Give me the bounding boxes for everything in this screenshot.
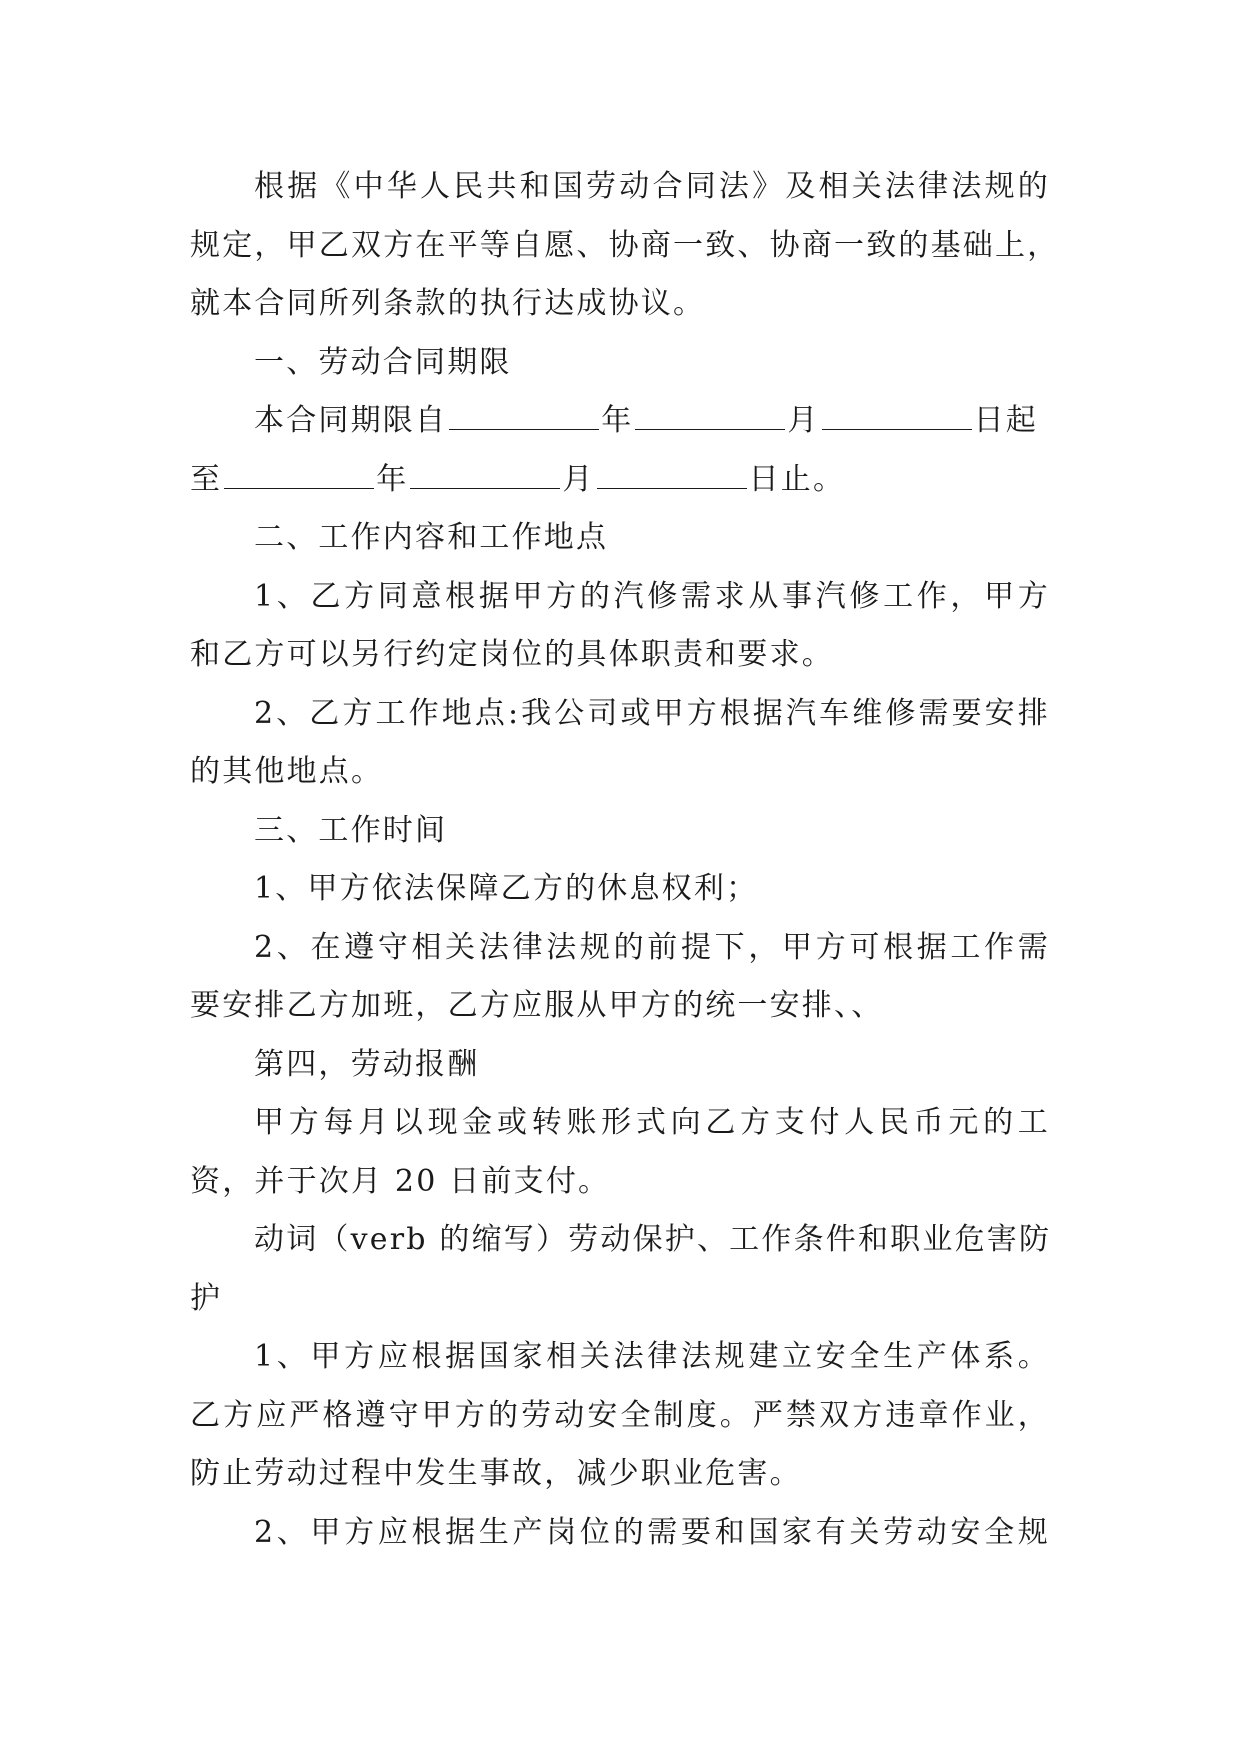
paragraph-intro-line-1: 根据《中华人民共和国劳动合同法》及相关法律法规的 (254, 169, 1050, 204)
end-month-unit: 月 (562, 461, 595, 497)
end-day-unit: 日止。 (748, 461, 846, 497)
contract-term-end-label: 至 (190, 461, 223, 497)
end-month-blank (410, 458, 560, 489)
work-content-item-2-line-2: 的其他地点。 (190, 754, 384, 789)
working-hours-item-1: 1、甲方依法保障乙方的休息权利； (254, 871, 759, 906)
work-content-item-1-line-2: 和乙方可以另行约定岗位的具体职责和要求。 (190, 637, 834, 672)
start-month-unit: 月 (787, 403, 820, 438)
section-heading-labor-protection-line-2: 护 (190, 1280, 223, 1316)
remuneration-line-2: 资，并于次月 20 日前支付。 (190, 1163, 611, 1199)
start-day-blank (822, 399, 972, 430)
paragraph-intro-line-2: 规定，甲乙双方在平等自愿、协商一致、协商一致的基础上， (190, 227, 1060, 263)
labor-protection-item-1-line-2: 乙方应严格遵守甲方的劳动安全制度。严禁双方违章作业， (190, 1397, 1050, 1433)
labor-protection-item-2-line-1: 2、甲方应根据生产岗位的需要和国家有关劳动安全规 (254, 1514, 1050, 1550)
paragraph-intro-line-3: 就本合同所列条款的执行达成协议。 (190, 286, 706, 321)
section-heading-work-content: 二、工作内容和工作地点 (254, 520, 609, 555)
section-heading-remuneration: 第四，劳动报酬 (254, 1046, 480, 1082)
end-year-blank (224, 458, 374, 489)
contract-page (190, 158, 1060, 1562)
contract-term-start-line (190, 392, 1050, 451)
labor-protection-item-1-line-1: 1、甲方应根据国家相关法律法规建立安全生产体系。 (254, 1339, 1050, 1374)
end-year-unit: 年 (376, 461, 409, 497)
remuneration-line-1: 甲方每月以现金或转账形式向乙方支付人民币元的工 (254, 1105, 1050, 1140)
working-hours-item-2-line-2: 要安排乙方加班，乙方应服从甲方的统一安排、、 (190, 988, 884, 1023)
work-content-item-2-line-1: 2、乙方工作地点:我公司或甲方根据汽车维修需要安排 (254, 695, 1050, 731)
labor-protection-item-1-line-3: 防止劳动过程中发生事故，减少职业危害。 (190, 1456, 802, 1491)
working-hours-item-2-line-1: 2、在遵守相关法律法规的前提下，甲方可根据工作需 (254, 929, 1050, 965)
section-heading-labor-protection-line-1: 动词（verb 的缩写）劳动保护、工作条件和职业危害防 (254, 1222, 1052, 1257)
end-day-blank (597, 458, 747, 489)
start-day-unit: 日起 (973, 403, 1039, 438)
start-year-unit: 年 (601, 403, 634, 438)
section-heading-working-hours: 三、工作时间 (254, 812, 448, 848)
start-month-blank (635, 399, 785, 430)
start-year-blank (449, 399, 599, 430)
work-content-item-1-line-1: 1、乙方同意根据甲方的汽修需求从事汽修工作，甲方 (254, 578, 1050, 614)
contract-term-end-line (190, 451, 1050, 510)
contract-term-start-label: 本合同期限自 (254, 403, 448, 438)
section-heading-contract-term: 一、劳动合同期限 (254, 344, 512, 380)
